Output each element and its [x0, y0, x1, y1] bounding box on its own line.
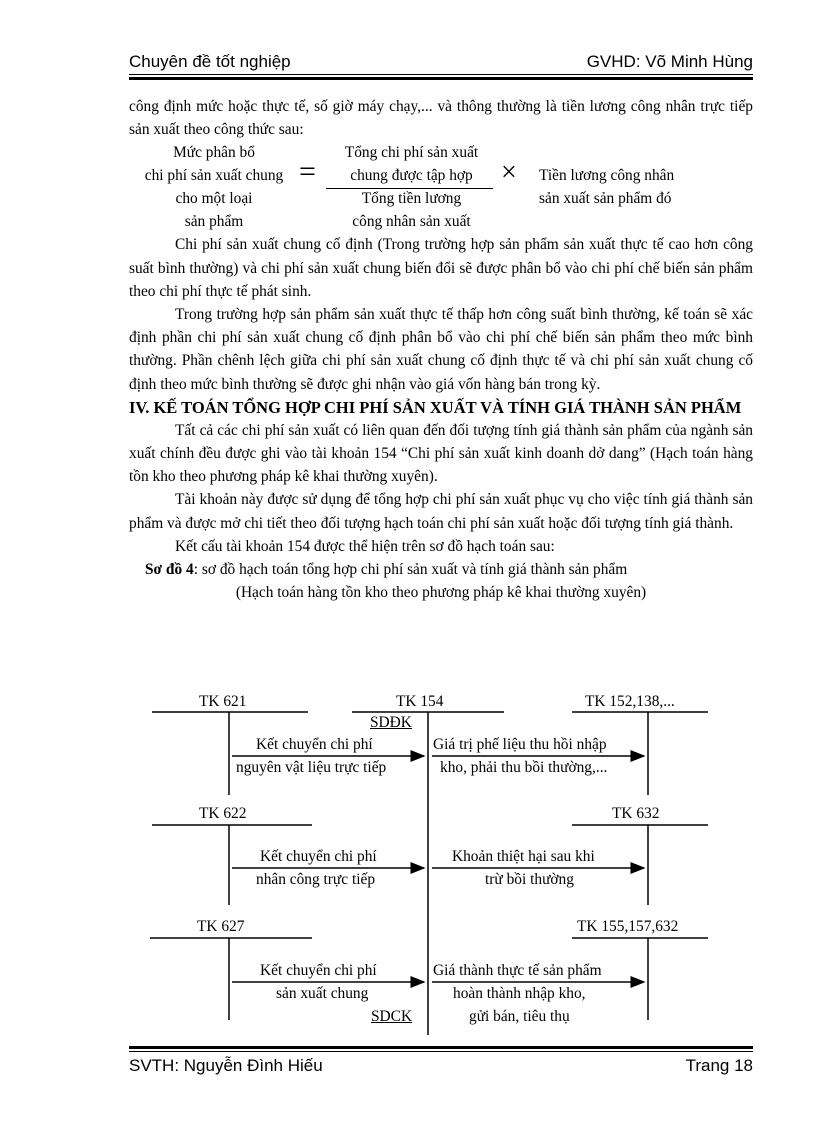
footer-rule-thin: [129, 1051, 753, 1052]
formula-right-line2: sản xuất sản phẩm đó: [539, 190, 672, 208]
formula-equals: =: [299, 155, 316, 189]
tk627-label: TK 627: [197, 918, 245, 935]
sddk-label: SDĐK: [370, 714, 412, 731]
arrow3-label-top: Kết chuyển chi phí: [260, 848, 377, 865]
header-title: Chuyên đề tốt nghiệp: [129, 52, 291, 71]
arrow6-label-top: Giá thành thực tế sản phẩm: [433, 962, 602, 979]
sdck-label: SDCK: [371, 1008, 413, 1025]
arrow1-label-top: Kết chuyển chi phí: [256, 736, 373, 753]
header-advisor: GVHD: Võ Minh Hùng: [586, 52, 753, 71]
arrow5-label-top: Kết chuyển chi phí: [260, 962, 377, 979]
arrow1-label-bottom: nguyên vật liệu trực tiếp: [236, 759, 387, 776]
footer-student: SVTH: Nguyễn Đình Hiếu: [129, 1056, 323, 1075]
paragraph-below-capacity: Trong trường hợp sản phẩm sản xuất thực tế thấp hơn công suất bình thường, kế toán sẽ xác định phần chi phí sản xuất chung cố định phân bổ vào chi phí chế biến sản phẩm theo mức bình thường. Phần chênh lệch giữa chi phí sản xuất chung cố định thực tế và chi phí sản xuất chung cố định theo mức bình thường sẽ được ghi nhận vào giá vốn hàng bán trong kỳ.: [129, 306, 753, 393]
paragraph-account-structure: Kết cấu tài khoản 154 được thể hiện trên sơ đồ hạch toán sau:: [175, 537, 555, 555]
tk622-label: TK 622: [199, 805, 247, 822]
diagram-caption-text: : sơ đồ hạch toán tổng hợp chi phí sản xuất và tính giá thành sản phẩm: [193, 561, 628, 579]
formula-numerator-line2: chung được tập hợp: [350, 167, 473, 185]
section-heading-iv: IV. KẾ TOÁN TỔNG HỢP CHI PHÍ SẢN XUẤT VÀ TÍNH GIÁ THÀNH SẢN PHẨM: [129, 397, 742, 417]
formula-left-line1: Mức phân bổ: [173, 144, 255, 162]
formula-left-line2: chi phí sản xuất chung: [144, 167, 284, 185]
tk154-label: TK 154: [396, 693, 444, 710]
formula-right-line1: Tiền lương công nhân: [539, 167, 675, 185]
formula-times: ×: [501, 157, 517, 189]
paragraph-account-154: Tất cả các chi phí sản xuất có liên quan đến đối tượng tính giá thành sản phẩm của ngành sản xuất chính đều được ghi vào tài khoản 154 “Chi phí sản xuất kinh doanh dở dang” (Hạch toán hàng tồn kho theo phương pháp kê khai thường xuyên).: [129, 421, 753, 486]
paragraph-fixed-overhead: Chi phí sản xuất chung cố định (Trong trường hợp sản phẩm sản xuất thực tế cao hơn công suất bình thường) và chi phí sản xuất chung biến đổi sẽ được phân bổ vào chi phí chế biến sản phẩm theo chi phí thực tế phát sinh.: [129, 236, 753, 300]
formula-denominator-line2: công nhân sản xuất: [352, 213, 471, 231]
arrow6-label-mid: hoàn thành nhập kho,: [453, 985, 586, 1002]
paragraph-account-usage: Tài khoản này được sử dụng để tổng hợp chi phí sản xuất phục vụ cho việc tính giá thành sản phẩm và được mở chi tiết theo đối tượng hạch toán chi phí sản xuất hoặc đối tượng tính giá thành.: [129, 491, 753, 532]
tk152-label: TK 152,138,...: [585, 693, 675, 710]
formula-left-line4: sản phẩm: [184, 213, 244, 231]
diagram-subtitle: (Hạch toán hàng tồn kho theo phương pháp kê khai thường xuyên): [235, 584, 647, 602]
arrow4-label-bottom: trừ bồi thường: [485, 871, 574, 888]
tk632-label: TK 632: [612, 805, 660, 822]
arrow6-label-bottom: gửi bán, tiêu thụ: [469, 1008, 570, 1025]
arrow4-label-top: Khoản thiệt hại sau khi: [452, 848, 595, 865]
formula-left-line3: cho một loại: [175, 190, 253, 208]
footer-rule-thick: [129, 1046, 753, 1049]
formula-numerator-line1: Tổng chi phí sản xuất: [344, 144, 479, 162]
tk621-label: TK 621: [199, 693, 247, 710]
intro-paragraph: công định mức hoặc thực tế, số giờ máy chạy,... và thông thường là tiền lương công nhân trực tiếp sản xuất theo công thức sau:: [129, 98, 753, 139]
formula-denominator-line1: Tổng tiền lương: [361, 190, 462, 208]
arrow2-label-top: Giá trị phế liệu thu hồi nhập: [433, 736, 607, 753]
arrow3-label-bottom: nhân công trực tiếp: [256, 871, 376, 888]
diagram-label: Sơ đồ 4: [145, 561, 194, 579]
tk155-label: TK 155,157,632: [577, 918, 679, 935]
arrow2-label-bottom: kho, phải thu bồi thường,...: [440, 759, 608, 776]
page-number: Trang 18: [685, 1056, 753, 1075]
arrow5-label-bottom: sản xuất chung: [276, 985, 369, 1002]
